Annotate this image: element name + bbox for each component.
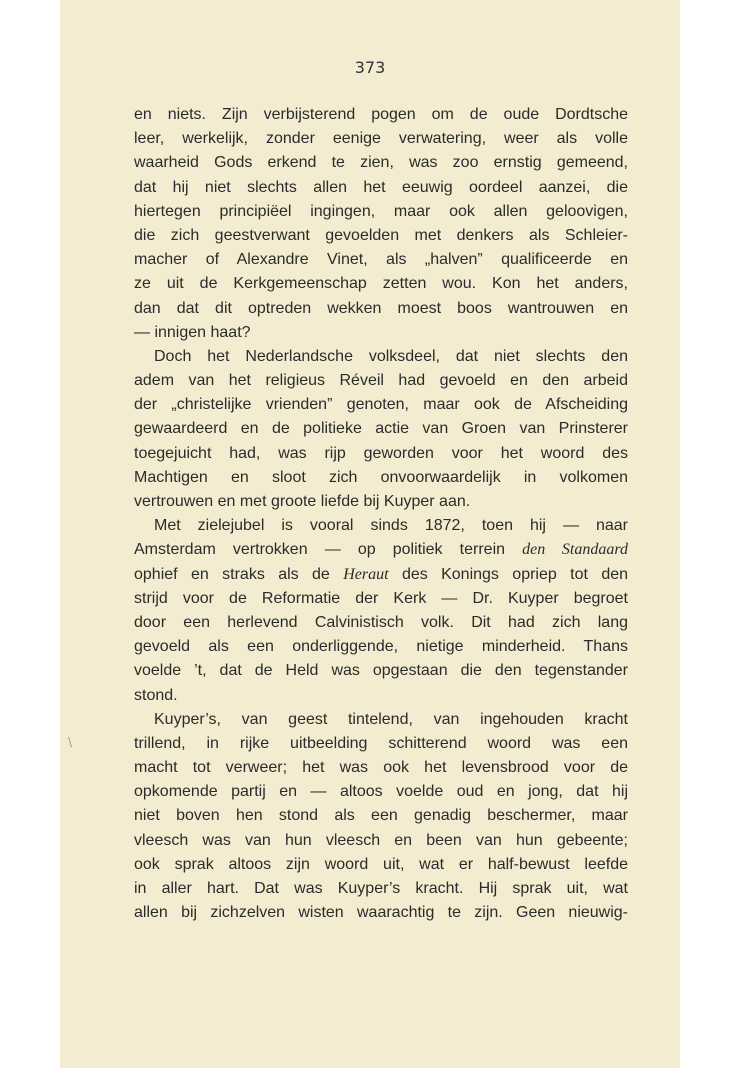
text-segment: des Konings opriep tot den [401, 565, 629, 583]
newspaper-title-standaard: den Standaard [522, 541, 629, 559]
book-page [60, 0, 680, 1068]
text-line: ze uit de Kerkgemeenschap zetten wou. Kon het anders, [134, 275, 628, 293]
text-line: gevoeld als een onderliggende, nietige minderheid. Thans [134, 638, 628, 656]
text-line: Doch het Nederlandsche volksdeel, dat niet slechts den [154, 347, 628, 365]
text-line: dan dat dit optreden wekken moest boos wantrouwen en [134, 299, 628, 317]
text-line: trillend, in rijke uitbeelding schitterend woord was een [134, 734, 628, 752]
text-line: gewaardeerd en de politieke actie van Groen van Prinsterer [134, 420, 628, 438]
text-segment: ophief en straks als de [134, 565, 330, 583]
text-line: niet boven hen stond als een genadig beschermer, maar [134, 807, 628, 825]
text-line: leer, werkelijk, zonder eenige verwatering, weer als volle [134, 130, 628, 148]
text-line: die zich geestverwant gevoelden met denkers als Schleier- [134, 226, 628, 244]
text-line: opkomende partij en — altoos voelde oud en jong, dat hij [134, 783, 628, 801]
text-line: adem van het religieus Réveil had gevoeld en den arbeid [134, 372, 628, 390]
text-line: vleesch was van hun vleesch en been van hun gebeente; [134, 831, 628, 849]
text-line: ook sprak altoos zijn woord uit, wat er half-bewust leefde [134, 855, 628, 873]
text-line-mixed [134, 538, 628, 562]
newspaper-title-heraut: Heraut [343, 565, 389, 583]
paper-speck: \ [68, 735, 73, 749]
text-line: dat hij niet slechts allen het eeuwig oordeel aanzei, die [134, 178, 628, 196]
text-line: macher of Alexandre Vinet, als „halven” qualificeerde en [134, 251, 628, 269]
text-line-mixed [134, 563, 628, 587]
body-text [134, 103, 628, 925]
text-line: der „christelijke vrienden” genoten, maar ook de Afscheiding [134, 396, 628, 414]
text-line: stond. [134, 686, 178, 704]
text-line: vertrouwen en met groote liefde bij Kuyper aan. [134, 493, 471, 510]
text-line: Met zielejubel is vooral sinds 1872, toen hij — naar [154, 517, 628, 535]
text-line: — innigen haat? [134, 323, 251, 341]
text-line: macht tot verweer; het was ook het levensbrood voor de [134, 759, 628, 777]
text-line: allen bij zichzelven wisten waarachtig te zijn. Geen nieuwig- [134, 904, 628, 922]
text-line: hiertegen principiëel ingingen, maar ook allen geloovigen, [134, 202, 628, 220]
text-segment: Amsterdam vertrokken — op politiek terrein [134, 541, 506, 559]
text-line: Machtigen en sloot zich onvoorwaardelijk in volkomen [134, 468, 628, 486]
text-line: Kuyper’s, van geest tintelend, van ingehouden kracht [154, 710, 628, 728]
text-line: waarheid Gods erkend te zien, was zoo ernstig gemeend, [134, 154, 628, 172]
text-line: in aller hart. Dat was Kuyper’s kracht. Hij sprak uit, wat [134, 880, 628, 897]
text-line: en niets. Zijn verbijsterend pogen om de oude Dordtsche [134, 106, 628, 123]
text-line: door een herlevend Calvinistisch volk. Dit had zich lang [134, 613, 628, 631]
text-line: voelde ’t, dat de Held was opgestaan die den tegenstander [134, 662, 628, 680]
text-line: strijd voor de Reformatie der Kerk — Dr. Kuyper begroet [134, 589, 628, 607]
text-line: toegejuicht had, was rijp geworden voor het woord des [134, 444, 628, 462]
page-number: 373 [354, 58, 386, 77]
